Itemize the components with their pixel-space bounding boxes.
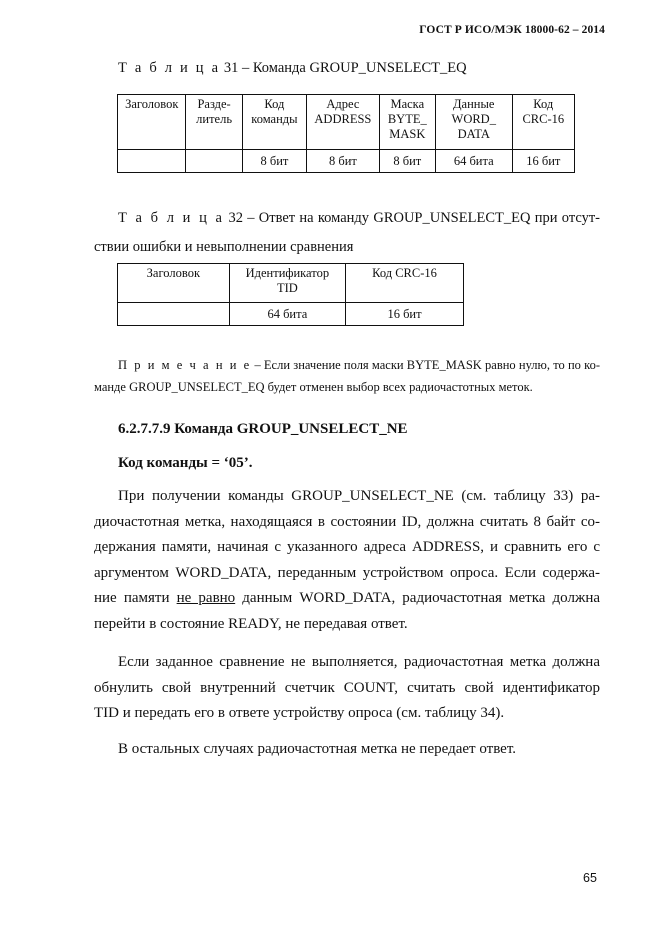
header-cell: Маска BYTE_ MASK [379,95,435,150]
table-header-row [118,95,575,150]
command-code: Код команды = ‘05’. [118,455,253,471]
table-31-caption [118,60,467,77]
header-cell: Адрес ADDRESS [307,95,380,150]
unit-cell: 8 бит [307,150,380,173]
paragraph-line: держания памяти, начиная с указанного адреса ADDRESS, и сравнить его с [94,539,600,555]
caption-word: Т а б л и ц а [118,60,221,76]
text-segment: ние памяти [94,590,177,606]
table-units-row [118,303,464,326]
paragraph-line: При получении команды GROUP_UNSELECT_NE (см. таблицу 33) ра- [118,488,600,504]
note-label: П р и м е ч а н и е [118,358,252,372]
paragraph-line: TID и передать его в ответе устройству опроса (см. таблицу 34). [94,705,505,721]
unit-cell: 16 бит [512,150,574,173]
header-cell: Разде- литель [186,95,242,150]
caption-line-1: 32 – Ответ на команду GROUP_UNSELECT_EQ при отсут- [224,210,600,226]
note-line-1: – Если значение поля маски BYTE_MASK равно нулю, то по ко- [251,358,601,372]
paragraph-line: аргументом WORD_DATA, переданным устройством опроса. Если содержа- [94,564,600,581]
paragraph-line: В остальных случаях радиочастотная метка не передает ответ. [118,741,517,757]
paragraph-2 [94,650,600,727]
header-cell: Код CRC-16 [512,95,574,150]
document-header: ГОСТ Р ИСО/МЭК 18000-62 – 2014 [419,24,605,36]
page-number: 65 [583,871,597,885]
header-cell: Данные WORD_ DATA [435,95,512,150]
table-32 [117,263,464,326]
caption-line-2: ствии ошибки и невыполнении сравнения [94,239,354,255]
unit-cell [186,150,242,173]
unit-cell [118,303,230,326]
paragraph-line: диочастотная метка, находящаяся в состоянии ID, должна считать 8 байт со- [94,513,600,530]
unit-cell: 64 бита [229,303,345,326]
text-segment: данным WORD_DATA, радиочастотная метка должна [235,590,601,606]
table-note [94,354,601,398]
paragraph-line: перейти в состояние READY, не передавая ответ. [94,615,408,632]
table-units-row [118,150,575,173]
table-31 [117,94,575,173]
section-heading: 6.2.7.7.9 Команда GROUP_UNSELECT_NE [118,421,408,437]
header-cell: Заголовок [118,95,186,150]
paragraph-line: Если заданное сравнение не выполняется, радиочастотная метка должна [118,654,600,670]
unit-cell: 16 бит [346,303,464,326]
unit-cell: 8 бит [242,150,306,173]
paragraph-line: обнулить свой внутренний счетчик COUNT, считать свой идентификатор [94,679,600,696]
unit-cell [118,150,186,173]
paragraph-line [94,586,600,612]
table-32-caption [94,204,600,262]
table-header-row [118,264,464,303]
caption-word: Т а б л и ц а [118,210,225,226]
header-cell: Идентификатор TID [229,264,345,303]
header-cell: Заголовок [118,264,230,303]
underlined-text: не равно [176,590,236,606]
header-cell: Код команды [242,95,306,150]
caption-text: 31 – Команда GROUP_UNSELECT_EQ [220,60,467,76]
header-cell: Код CRC-16 [346,264,464,303]
unit-cell: 8 бит [379,150,435,173]
unit-cell: 64 бита [435,150,512,173]
paragraph-1 [94,484,601,637]
paragraph-3 [118,737,600,763]
note-line-2: манде GROUP_UNSELECT_EQ будет отменен выбор всех радиочастотных меток. [94,380,533,394]
